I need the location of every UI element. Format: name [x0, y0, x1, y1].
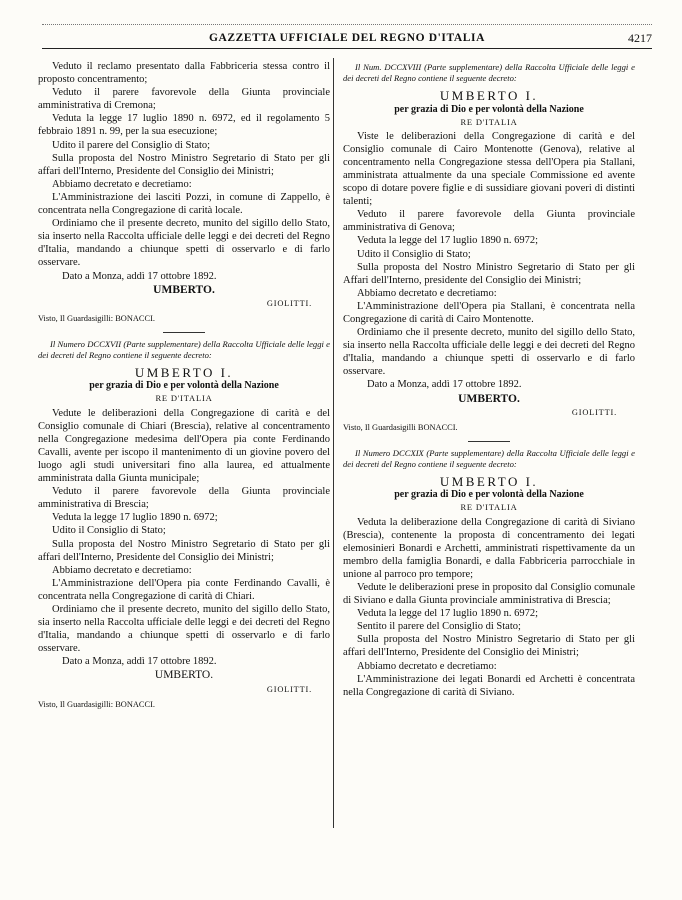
paragraph: Veduto il parere favorevole della Giunta provinciale amministrativa di Cremona;	[38, 87, 330, 112]
paragraph: Vedute le deliberazioni prese in proposito dal Consiglio comunale di Siviano e dalla Giunta provinciale amministrativa di Brescia;	[343, 582, 635, 607]
decree-date: Dato a Monza, addì 17 ottobre 1892.	[367, 379, 522, 391]
king-title: RE D'ITALIA	[460, 502, 518, 513]
king-title: RE D'ITALIA	[460, 116, 518, 127]
decree-dccxix	[343, 448, 635, 699]
paragraph: Viste le deliberazioni della Congregazione di carità e del Consiglio comunale di Cairo Montenotte (Genova), relative al concentramento nella Congregazione stessa dell'Opera pia Stallani, amministrata attualmente da una speciale Commissione ed avente scopo di dotare povere figlie e di sussidiare giovani poveri di distinti talenti;	[343, 130, 635, 208]
paragraph: Abbiamo decretato e decretiamo:	[357, 287, 497, 299]
paragraph: Udito il parere del Consiglio di Stato;	[52, 139, 211, 151]
paragraph: L'Amministrazione dell'Opera pia conte Ferdinando Cavalli, è concentrata nella Congregazione di carità di Chiari.	[38, 577, 330, 602]
paragraph: Abbiamo decretato e decretiamo:	[357, 660, 497, 672]
paragraph: Ordiniamo che il presente decreto, munito del sigillo dello Stato, sia inserto nella Raccolta ufficiale delle leggi e dei decreti del Regno d'Italia, mandando a chiunque spetti di osservarlo e di farlo osservare.	[38, 218, 330, 269]
decree-date: Dato a Monza, addì 17 ottobre 1892.	[62, 270, 217, 282]
section-separator	[163, 332, 205, 333]
decree-dccxviii	[343, 62, 635, 434]
paragraph: Veduta la legge 17 luglio 1890 n. 6972;	[52, 512, 218, 524]
countersignature: GIOLITTI.	[266, 298, 312, 308]
decree-date: Dato a Monza, addì 17 ottobre 1892.	[62, 656, 217, 668]
decree-dccxvii	[38, 339, 330, 711]
paragraph: Veduta la legge del 17 luglio 1890 n. 6972;	[357, 235, 539, 247]
paragraph: Abbiamo decretato e decretiamo:	[52, 178, 192, 190]
paragraph: L'Amministrazione dei lasciti Pozzi, in comune di Zappello, è concentrata nella Congregazione di carità locale.	[38, 191, 330, 217]
grace-formula: per grazia di Dio e per volontà della Nazione	[394, 103, 584, 115]
paragraph: Sentito il parere del Consiglio di Stato;	[357, 621, 521, 633]
royal-signature: UMBERTO.	[154, 669, 214, 682]
grace-formula: per grazia di Dio e per volontà della Nazione	[89, 380, 279, 392]
page-number: 4217	[628, 31, 652, 45]
left-column	[38, 60, 330, 711]
paragraph: Veduta la legge 17 luglio 1890 n. 6972, ed il regolamento 5 febbraio 1891 n. 99, per la sua esecuzione;	[38, 113, 330, 138]
grace-formula: per grazia di Dio e per volontà della Nazione	[394, 489, 584, 501]
paragraph: Sulla proposta del Nostro Ministro Segretario di Stato per gli Affari dell'Interno, presidente del Consiglio dei Ministri;	[343, 261, 635, 286]
section-separator	[468, 441, 510, 442]
paragraph: Udito il Consiglio di Stato;	[357, 248, 471, 260]
decree-1-tail	[38, 60, 330, 325]
visto-line: Visto, Il Guardasigilli BONACCI.	[343, 422, 458, 432]
header-rule	[42, 48, 652, 49]
paragraph: Veduto il reclamo presentato dalla Fabbriceria stessa contro il proposto concentramento;	[38, 61, 330, 86]
king-title: RE D'ITALIA	[155, 393, 213, 404]
paragraph: Veduta la deliberazione della Congregazione di carità di Siviano (Brescia), contenente la proposta di concentramento dei legati elemosinieri Bonardi e Archetti, amministrati rispettivamente da un membro della famiglia Bonardi, e dalla Fabbriceria parrocchiale in unione al parroco pro tempore;	[343, 516, 635, 580]
paragraph: L'Amministrazione dell'Opera pia Stallani, è concentrata nella Congregazione di carità di Cairo Montenotte.	[343, 300, 635, 325]
paragraph: Abbiamo decretato e decretiamo:	[52, 564, 192, 576]
sovereign-name: UMBERTO I.	[134, 365, 234, 381]
sovereign-name: UMBERTO I.	[439, 474, 539, 490]
paragraph: Veduta la legge del 17 luglio 1890 n. 6972;	[357, 608, 539, 620]
paragraph: Sulla proposta del Nostro Ministro Segretario di Stato per gli affari dell'Interno, Presidente del Consiglio dei Ministri;	[343, 634, 635, 659]
paragraph: Vedute le deliberazioni della Congregazione di carità e del Consiglio comunale di Chiari (Brescia), relative al concentramento nella Congregazione medesima dell'Opera pia conte Ferdinando Cavalli, avente per iscopo il mantenimento di un giovine povero del luogo agli studi universitari fino alla laurea, ed attualmente amministrata dalla Giunta municipale;	[38, 407, 330, 485]
decree-intro: Il Num. DCCXVIII (Parte supplementare) della Raccolta Ufficiale delle leggi e dei decreti del Regno contiene il seguente decreto:	[343, 62, 635, 84]
paragraph: Veduto il parere favorevole della Giunta provinciale amministrativa di Genova;	[343, 209, 635, 234]
royal-signature: UMBERTO.	[458, 392, 520, 405]
header-dotted-rule	[42, 24, 652, 25]
paragraph: Udito il Consiglio di Stato;	[52, 525, 166, 537]
sovereign-name: UMBERTO I.	[439, 88, 539, 104]
paragraph: Ordiniamo che il presente decreto, munito del sigillo dello Stato, sia inserto nella Raccolta ufficiale delle leggi e dei decreti del Regno d'Italia, mandando a chiunque spetti di osservarlo e di farlo osservare.	[38, 603, 330, 655]
visto-line: Visto, Il Guardasigilli: BONACCI.	[38, 313, 155, 323]
page-header	[42, 30, 652, 50]
paragraph: L'Amministrazione dei legati Bonardi ed Archetti è concentrata nella Congregazione di carità di Siviano.	[343, 673, 635, 698]
countersignature: GIOLITTI.	[266, 684, 312, 694]
decree-intro: Il Numero DCCXIX (Parte supplementare) della Raccolta Ufficiale delle leggi e dei decreti del Regno contiene il seguente decreto:	[343, 447, 635, 470]
right-column	[343, 60, 635, 699]
paragraph: Ordiniamo che il presente decreto, munito del sigillo dello Stato, sia inserto nella Raccolta ufficiale delle leggi e dei decreti del Regno d'Italia, mandando a chiunque spetti di osservarlo e di farlo osservare.	[343, 327, 635, 378]
countersignature: GIOLITTI.	[571, 407, 617, 417]
column-divider	[333, 58, 334, 828]
royal-signature: UMBERTO.	[153, 283, 215, 296]
paragraph: Sulla proposta del Nostro Ministro Segretario di Stato per gli affari dell'Interno, Presidente del Consiglio dei Ministri;	[38, 538, 330, 563]
visto-line: Visto, Il Guardasigilli: BONACCI.	[38, 699, 155, 709]
paragraph: Sulla proposta del Nostro Ministro Segretario di Stato per gli affari dell'Interno, Presidente del Consiglio dei Ministri;	[38, 152, 330, 177]
gazette-title: GAZZETTA UFFICIALE DEL REGNO D'ITALIA	[208, 32, 486, 44]
decree-intro: Il Numero DCCXVII (Parte supplementare) della Raccolta Ufficiale delle leggi e dei decreti del Regno contiene il seguente decreto:	[38, 338, 330, 361]
paragraph: Veduto il parere favorevole della Giunta provinciale amministrativa di Brescia;	[38, 486, 330, 511]
